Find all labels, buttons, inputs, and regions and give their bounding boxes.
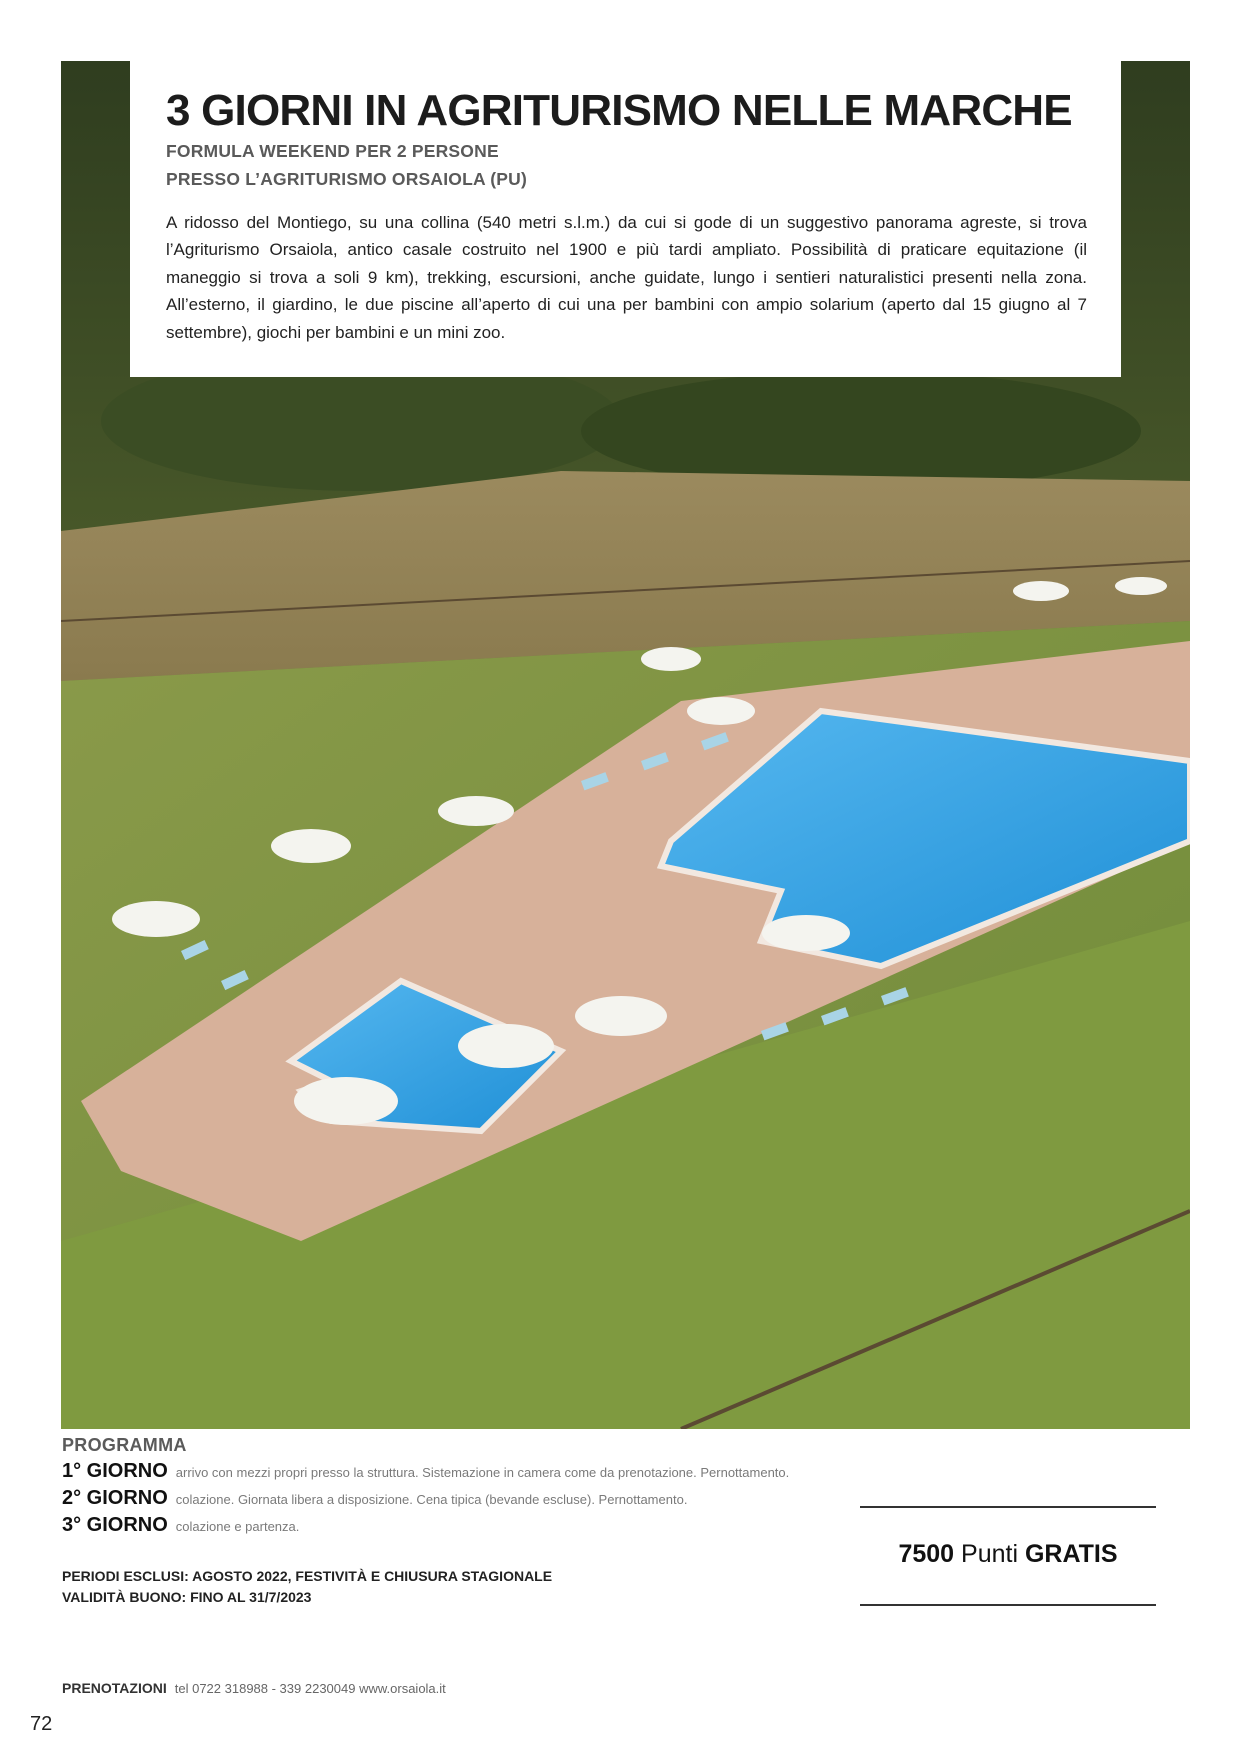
price-box bbox=[860, 1540, 1156, 1569]
day-text: arrivo con mezzi propri presso la struttura. Sistemazione in camera come da prenotazione. Pernottamento. bbox=[175, 1465, 790, 1480]
day-text: colazione. Giornata libera a disposizione. Cena tipica (bevande escluse). Pernottamento. bbox=[175, 1492, 688, 1507]
page-title: 3 GIORNI IN AGRITURISMO NELLE MARCHE bbox=[166, 86, 1072, 135]
day-text: colazione e partenza. bbox=[175, 1519, 300, 1534]
programma-heading: PROGRAMMA bbox=[62, 1435, 187, 1455]
description-text: A ridosso del Montiego, su una collina (540 metri s.l.m.) da cui si gode di un suggestivo panorama agreste, si trova l’Agriturismo Orsaiola, antico casale costruito nel 1900 e più tardi ampliato. Possibilità di praticare equitazione (il maneggio si trova a soli 9 km), trekking, escursioni, anche guidate, lungo i sentieri naturalistici presenti nella zona. All’esterno, il giardino, le due piscine all’aperto di cui una per bambini con ampio solarium (aperto dal 15 giugno al 7 settembre), giochi per bambini e un mini zoo. bbox=[166, 213, 1087, 342]
price-free: GRATIS bbox=[1024, 1540, 1118, 1568]
day-label: 1° GIORNO bbox=[62, 1460, 168, 1482]
booking-label: PRENOTAZIONI bbox=[62, 1680, 167, 1696]
price-points: 7500 bbox=[898, 1540, 955, 1568]
booking-contact: tel 0722 318988 - 339 2230049 www.orsaiola.it bbox=[174, 1681, 446, 1696]
periodi-esclusi: PERIODI ESCLUSI: AGOSTO 2022, FESTIVITÀ E CHIUSURA STAGIONALE bbox=[62, 1568, 553, 1584]
title-card bbox=[130, 61, 1121, 377]
day-label: 3° GIORNO bbox=[62, 1514, 168, 1536]
day-2 bbox=[62, 1487, 687, 1510]
validita-buono: VALIDITÀ BUONO: FINO AL 31/7/2023 bbox=[62, 1589, 312, 1605]
subtitle-location: PRESSO L’AGRITURISMO ORSAIOLA (PU) bbox=[166, 169, 528, 189]
booking-footer bbox=[62, 1680, 446, 1696]
price-bottom-rule bbox=[860, 1604, 1156, 1606]
price-top-rule bbox=[860, 1506, 1156, 1508]
page-number: 72 bbox=[30, 1713, 53, 1735]
subtitle-formula: FORMULA WEEKEND PER 2 PERSONE bbox=[166, 141, 499, 161]
price-unit: Punti bbox=[961, 1540, 1018, 1568]
day-label: 2° GIORNO bbox=[62, 1487, 168, 1509]
day-1 bbox=[62, 1460, 789, 1483]
day-3 bbox=[62, 1514, 299, 1537]
